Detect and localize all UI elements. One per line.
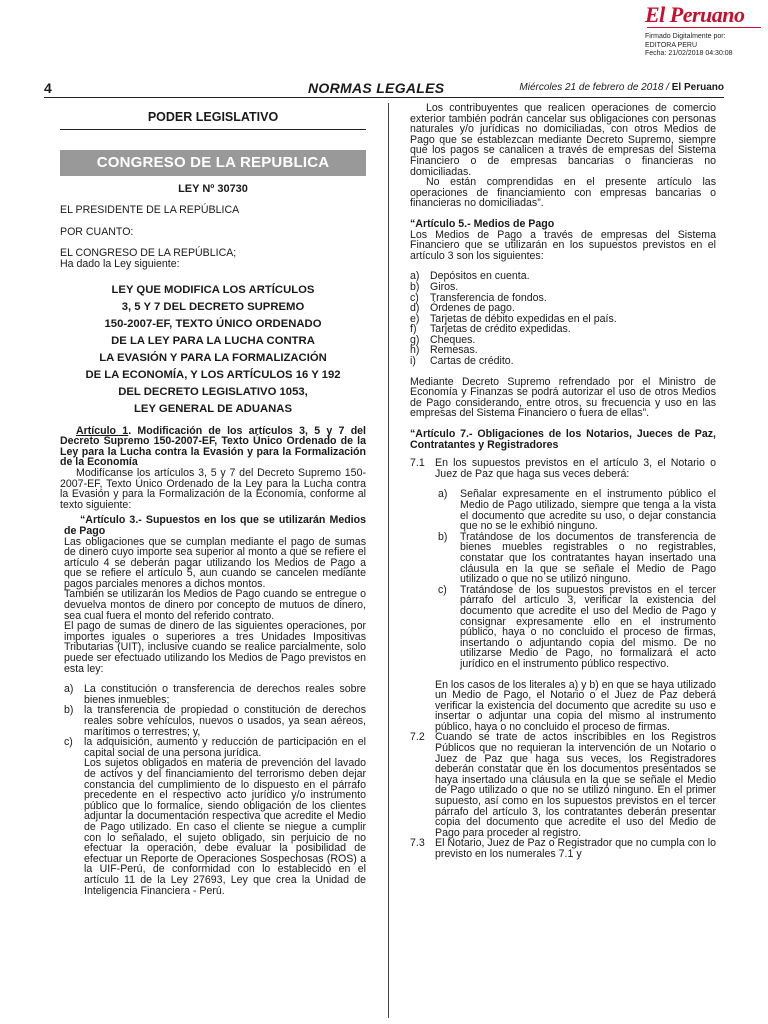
item-marker: c) bbox=[64, 736, 73, 749]
item-marker: d) bbox=[410, 302, 420, 315]
section-poder-legislativo: PODER LEGISLATIVO bbox=[60, 104, 366, 130]
item-text: Tratándose de los documentos de transferencia de bienes muebles registrables o no registrables, constatar que los contratantes hayan insertado una cláusula en la que se señale el Medio de Pago utilizado o que no se utilizó ninguno. bbox=[460, 530, 716, 586]
item-text: Remesas. bbox=[430, 344, 478, 357]
page-header bbox=[44, 80, 724, 97]
congreso-banner: CONGRESO DE LA REPUBLICA bbox=[60, 150, 366, 176]
law-title-line: DEL DECRETO LEGISLATIVO 1053, bbox=[118, 385, 308, 398]
congreso-line: EL CONGRESO DE LA REPÚBLICA; bbox=[60, 247, 237, 260]
presidente-line: EL PRESIDENTE DE LA REPÚBLICA bbox=[60, 204, 240, 217]
item-marker: c) bbox=[410, 291, 419, 304]
item-marker: b) bbox=[64, 704, 74, 717]
column-divider bbox=[388, 103, 389, 1018]
left-column bbox=[60, 104, 366, 896]
article-7-heading: “Artículo 7.- Obligaciones de los Notarios, Jueces de Paz, Contratantes y Registradores bbox=[410, 428, 716, 451]
law-title-line: LEY QUE MODIFICA LOS ARTÍCULOS bbox=[111, 283, 315, 296]
item-text: Cartas de crédito. bbox=[430, 355, 514, 368]
article-3-paragraph: También se utilizarán los Medios de Pago cuando se entregue o devuelva montos de dinero por concepto de mutuos de dinero, sea cual fuera el monto del referido contrato. bbox=[64, 588, 366, 622]
page-number: 4 bbox=[44, 80, 52, 96]
item-text: Giros. bbox=[430, 280, 459, 293]
item-text: Señalar expresamente en el instrumento público el Medio de Pago utilizado, siempre que tenga a la vista el documento que acredite su uso, o dejar constancia que no se le exhibió ninguno. bbox=[460, 488, 716, 533]
article-5-heading: “Artículo 5.- Medios de Pago bbox=[410, 217, 555, 230]
article-5-body: Los Medios de Pago a través de empresas del Sistema Financiero que se utilizarán en los supuestos previstos en el artículo 3 son los siguientes: bbox=[410, 228, 716, 262]
article-3-paragraph: El pago de sumas de dinero de las siguientes operaciones, por importes iguales o superiores a tres Unidades Impositivas Tributarias (UIT), inclusive cuando se realice parcialmente, solo puede ser efectuado utilizando los Medios de Pago previstos en esta ley: bbox=[64, 620, 366, 675]
right-column bbox=[410, 103, 716, 860]
article-3-paragraph: No están comprendidas en el presente artículo las operaciones de financiamiento con empresas bancarias o financieras no domiciliadas”. bbox=[410, 176, 716, 210]
article-1-title: . Modificación de los artículos 3, 5 y 7 del Decreto Supremo 150-2007-EF, Texto Único Ordenado de la Ley para la Lucha contra la Evasión y para la Formalización de la Economía bbox=[60, 424, 366, 469]
list-item bbox=[64, 684, 366, 705]
item-text: la adquisición, aumento y reducción de participación en el capital social de una persona jurídica. bbox=[84, 736, 366, 759]
item-marker: b) bbox=[410, 280, 420, 293]
article-3-paragraph: Las obligaciones que se cumplan mediante el pago de sumas de dinero cuyo importe sea superior al monto a que se refiere el artículo 4 se deberán pagar utilizando los Medios de Pago a que se refiere el artículo 5, aun cuando se cancelen mediante pagos parciales menores a dichos montos. bbox=[64, 535, 366, 590]
item-text: Depósitos en cuenta. bbox=[430, 270, 530, 283]
issue-date bbox=[519, 82, 724, 93]
item-marker: b) bbox=[438, 530, 448, 543]
item-text: Tratándose de los supuestos previstos en el tercer párrafo del artículo 3, verificar la existencia del documento que acredite el uso del Medio de Pago y consignar expresamente ello en el instrumento público, haya o no concluido el proceso de firmas, insertando o adjuntando copia del mismo. De no utilizarse Medio de Pago, no formalizará el acto jurídico en el instrumento público respectivo. bbox=[460, 583, 716, 670]
law-title-line: LEY GENERAL DE ADUANAS bbox=[134, 402, 292, 415]
item-marker: i) bbox=[410, 355, 416, 368]
issue-date-text: Miércoles 21 de febrero de 2018 / bbox=[519, 82, 669, 93]
signature-line: EDITORA PERU bbox=[645, 41, 697, 49]
law-title-line: 150-2007-EF, TEXTO ÚNICO ORDENADO bbox=[104, 317, 322, 330]
por-cuanto-line: POR CUANTO: bbox=[60, 225, 134, 238]
law-number: LEY Nº 30730 bbox=[178, 182, 248, 195]
paper-name: El Peruano bbox=[671, 82, 724, 93]
article-1-heading bbox=[60, 426, 366, 468]
numeral-label: 7.3 bbox=[410, 837, 425, 850]
item-marker: c) bbox=[438, 583, 447, 596]
item-text: la transferencia de propiedad o constitución de derechos reales sobre vehículos, nuevos o usados, ya sean aéreos, marítimos o terrestres; y, bbox=[84, 704, 366, 738]
item-text: Tarjetas de débito expedidas en el país. bbox=[430, 312, 617, 325]
item-marker: a) bbox=[64, 683, 74, 696]
law-title-line: DE LA LEY PARA LA LUCHA CONTRA bbox=[111, 334, 315, 347]
numeral-label: 7.1 bbox=[410, 457, 425, 470]
numeral-label: 7.2 bbox=[410, 731, 425, 744]
signature-line: Firmado Digitalmente por: bbox=[645, 33, 726, 40]
el-peruano-logo: El Peruano bbox=[645, 2, 745, 27]
numeral-text: El Notario, Juez de Paz o Registrador que no cumpla con lo previsto en los numerales 7.1 y bbox=[435, 837, 716, 860]
item-text: Tarjetas de crédito expedidas. bbox=[430, 323, 571, 336]
law-title-line: LA EVASIÓN Y PARA LA FORMALIZACIÓN bbox=[99, 351, 327, 364]
article-1-label: Artículo 1 bbox=[76, 424, 129, 437]
list-item bbox=[64, 737, 366, 758]
list-item bbox=[410, 356, 716, 367]
item-marker: e) bbox=[410, 312, 420, 325]
article-5-paragraph: Mediante Decreto Supremo refrendado por el Ministro de Economía y Finanzas se podrá autorizar el uso de otros Medios de Pago considerando, entre otros, su frecuencia y uso en las empresas del Sistema Financiero o fuera de ellas”. bbox=[410, 375, 716, 420]
list-item bbox=[410, 282, 716, 293]
article-3-heading: “Artículo 3.- Supuestos en los que se utilizarán Medios de Pago bbox=[64, 514, 366, 537]
section-title: NORMAS LEGALES bbox=[308, 80, 445, 96]
law-title-line: DE LA ECONOMÍA, Y LOS ARTÍCULOS 16 Y 192 bbox=[85, 368, 341, 381]
item-marker: a) bbox=[410, 270, 420, 283]
header-rule bbox=[44, 97, 724, 98]
numeral-7-3 bbox=[410, 838, 716, 859]
item-marker: a) bbox=[438, 488, 448, 501]
ha-dado-line: Ha dado la Ley siguiente: bbox=[60, 257, 180, 270]
logo-rule bbox=[647, 27, 761, 30]
sub-list bbox=[410, 489, 716, 669]
numeral-7-2 bbox=[410, 732, 716, 838]
list-item bbox=[64, 705, 366, 737]
signature-line: Fecha: 21/02/2018 04:30:08 bbox=[645, 50, 733, 57]
item-marker: g) bbox=[410, 333, 420, 346]
item-text: Órdenes de pago. bbox=[430, 302, 515, 315]
law-title bbox=[60, 282, 366, 418]
article-3-paragraph: Los sujetos obligados en materia de prevención del lavado de activos y del financiamiento del terrorismo deben dejar constancia del cumplimiento de lo dispuesto en el párrafo precedente en el respectivo acto jurídico y/o instrumento público que lo formalice, siendo obligación de los clientes adjuntar la documentación respectiva que acredite el Medio de Pago utilizado. En caso el cliente se niegue a cumplir con lo señalado, el sujeto obligado, sin perjuicio de no efectuar la operación, debe evaluar la posibilidad de efectuar un Reporte de Operaciones Sospechosas (ROS) a la UIF-Perú, de conformidad con lo establecido en el artículo 11 de la Ley 27693, Ley que crea la Unidad de Inteligencia Financiera - Perú. bbox=[84, 757, 366, 897]
law-title-line: 3, 5 Y 7 DEL DECRETO SUPREMO bbox=[121, 300, 305, 313]
list-item bbox=[438, 489, 716, 531]
numeral-text: En los supuestos previstos en el artículo 3, el Notario o Juez de Paz que haga sus veces deberá: bbox=[435, 457, 716, 480]
item-text: Transferencia de fondos. bbox=[430, 291, 547, 304]
article-1-body: Modifícanse los artículos 3, 5 y 7 del Decreto Supremo 150-2007-EF, Texto Único Ordenado de la Ley para la Lucha contra la Evasión y para la Formalización de la Economía, conforme al texto siguiente: bbox=[60, 466, 366, 511]
list-item bbox=[438, 532, 716, 585]
list-item bbox=[438, 585, 716, 670]
digital-signature bbox=[645, 33, 765, 59]
numeral-7-1 bbox=[410, 458, 716, 479]
numeral-text: Cuando se trate de actos inscribibles en los Registros Públicos que no requieran la intervención de un Notario o Juez de Paz que haga sus veces, los Registradores deberán constatar que en los documentos presentados se haya insertado una cláusula en la que se señale el Medio de Pago utilizado o que no se utilizó ninguno. En el primer supuesto, así como en los supuestos previstos en el tercer párrafo del artículo 3, los contratantes deberán presentar copia del documento que acredite el uso del Medio de Pago para proceder al registro. bbox=[435, 731, 716, 839]
article-3-paragraph: Los contribuyentes que realicen operaciones de comercio exterior también podrán cancelar sus obligaciones con personas naturales y/o jurídicas no domiciliadas, con otros Medios de Pago que se establezcan mediante Decreto Supremo, siempre que los pagos se canalicen a través de empresas del Sistema Financiero o de empresas bancarias o financieras no domiciliadas. bbox=[410, 102, 716, 178]
numeral-7-1-tail: En los casos de los literales a) y b) en que se haya utilizado un Medio de Pago, el Notario o el Juez de Paz deberá verificar la existencia del documento que acredite su uso e insertar o adjuntar una copia del mismo al instrumento público, haya o no concluido el proceso de firmas. bbox=[435, 678, 716, 733]
item-marker: h) bbox=[410, 344, 420, 357]
item-text: Cheques. bbox=[430, 333, 476, 346]
item-text: La constitución o transferencia de derechos reales sobre bienes inmuebles; bbox=[84, 683, 366, 706]
item-marker: f) bbox=[410, 323, 417, 336]
